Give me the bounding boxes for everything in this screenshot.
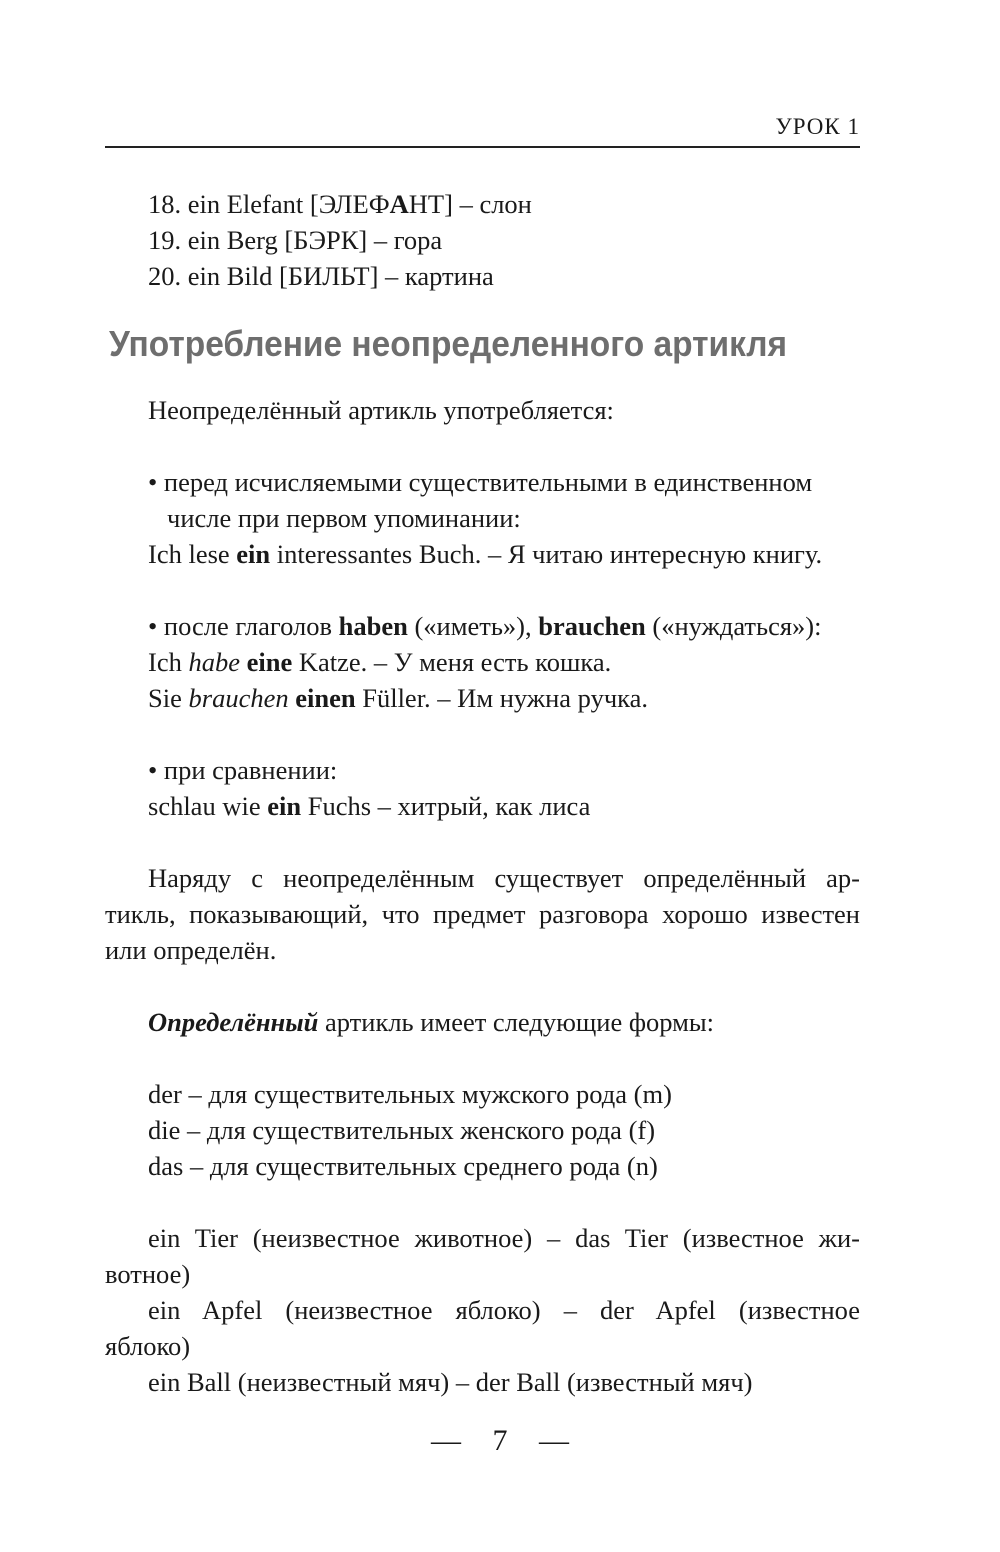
lesson-title: УРОК 1 bbox=[775, 114, 860, 139]
word-list-item bbox=[105, 186, 860, 222]
article-highlight: eine bbox=[246, 647, 293, 677]
paragraph-line: или определён. bbox=[105, 935, 277, 965]
intro-text: Неопределённый артикль употребляется: bbox=[148, 395, 614, 425]
german-word: ein Elefant bbox=[187, 189, 304, 219]
example-sentence: Ich lese ein interessantes Buch. – Я читаю интересную книгу. bbox=[148, 539, 823, 569]
translation: – гора bbox=[373, 225, 443, 255]
transcription: [БЭРК] bbox=[284, 225, 368, 255]
word-list-item bbox=[105, 222, 860, 258]
stressed-letter: А bbox=[389, 189, 409, 219]
german-word: ein Bild bbox=[187, 261, 273, 291]
definite-intro: Определённый артикль имеет следующие формы: bbox=[148, 1007, 715, 1037]
term-highlight: Определённый bbox=[148, 1007, 319, 1037]
example-line: вотное) bbox=[105, 1259, 191, 1289]
verb-highlight: haben bbox=[338, 611, 408, 641]
example-sentence: schlau wie ein Fuchs – хитрый, как лиса bbox=[148, 791, 591, 821]
transcription: [БИЛЬТ] bbox=[279, 261, 379, 291]
word-list-item bbox=[105, 258, 860, 294]
article-highlight: einen bbox=[295, 683, 356, 713]
footer-dash: — bbox=[431, 1424, 461, 1457]
section-heading: Употребление неопределенного артикля bbox=[109, 323, 788, 364]
footer-dash: — bbox=[539, 1424, 569, 1457]
page-header bbox=[105, 112, 860, 148]
article-form: der – для существительных мужского рода (m) bbox=[148, 1079, 672, 1109]
item-number: 20. bbox=[148, 261, 182, 291]
bullet-point: • после глаголов haben («иметь»), brauchen («нуждаться»): bbox=[148, 611, 822, 641]
example-sentence: Ich habe eine Katze. – У меня есть кошка. bbox=[148, 647, 612, 677]
translation: – картина bbox=[385, 261, 494, 291]
bullet-point: • при сравнении: bbox=[148, 755, 338, 785]
item-number: 19. bbox=[148, 225, 182, 255]
example-line: яблоко) bbox=[105, 1331, 191, 1361]
german-word: ein Berg bbox=[187, 225, 278, 255]
bullet-point: • перед исчисляемыми существительными в единственном bbox=[148, 467, 813, 497]
example-line: ein Ball (неизвестный мяч) – der Ball (известный мяч) bbox=[148, 1367, 753, 1397]
paragraph-line: тикль, показывающий, что предмет разговора хорошо известен bbox=[105, 899, 860, 929]
page-content bbox=[105, 186, 860, 1400]
example-line: ein Tier (неизвестное животное) – das Tier (известное жи- bbox=[148, 1223, 860, 1253]
verb-italic: habe bbox=[188, 647, 240, 677]
article-highlight: ein bbox=[236, 539, 271, 569]
translation: – слон bbox=[459, 189, 532, 219]
page-footer bbox=[0, 1424, 1000, 1458]
verb-highlight: brauchen bbox=[538, 611, 646, 641]
transcription: [ЭЛЕФАНТ] bbox=[309, 189, 453, 219]
paragraph-line: Наряду с неопределённым существует определённый ар- bbox=[148, 863, 860, 893]
bullet-continuation: числе при первом упоминании: bbox=[167, 503, 521, 533]
verb-italic: brauchen bbox=[188, 683, 289, 713]
article-form: die – для существительных женского рода (f) bbox=[148, 1115, 656, 1145]
item-number: 18. bbox=[148, 189, 182, 219]
example-line: ein Apfel (неизвестное яблоко) – der Apfel (известное bbox=[148, 1295, 860, 1325]
article-form: das – для существительных среднего рода (n) bbox=[148, 1151, 658, 1181]
example-sentence: Sie brauchen einen Füller. – Им нужна ручка. bbox=[148, 683, 649, 713]
article-highlight: ein bbox=[267, 791, 302, 821]
page-number: 7 bbox=[492, 1424, 508, 1457]
